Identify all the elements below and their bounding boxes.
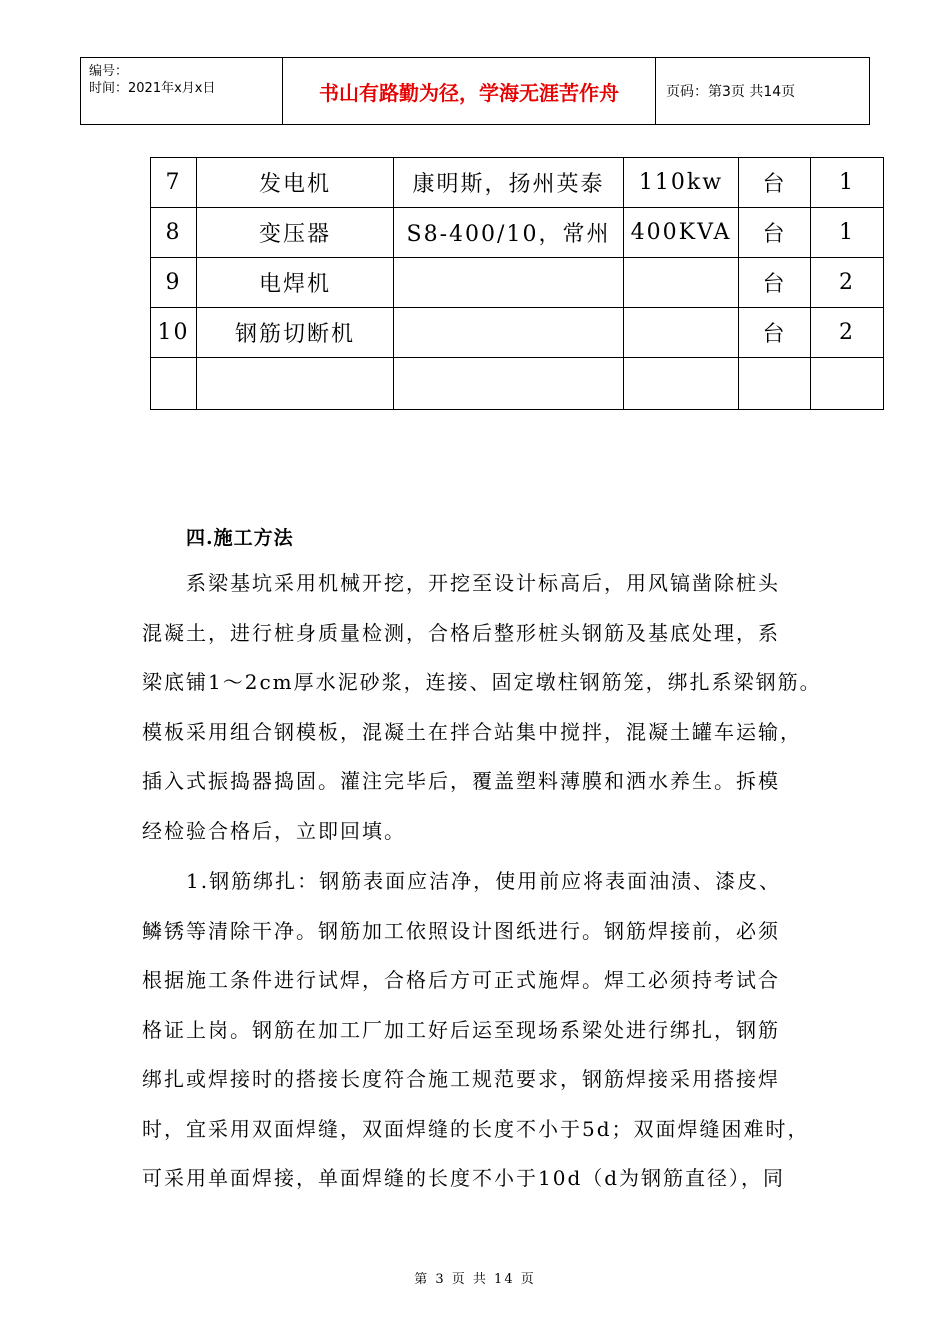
table-cell-unit: 台	[739, 208, 811, 258]
table-cell-name: 电焊机	[197, 258, 394, 308]
paragraph-method	[142, 568, 842, 865]
table-cell-model	[394, 308, 624, 358]
table-cell-unit: 台	[739, 158, 811, 208]
table-cell-name: 发电机	[197, 158, 394, 208]
header-meta	[81, 58, 283, 124]
table-row	[151, 358, 884, 410]
table-cell-no: 7	[151, 158, 197, 208]
text-line: 鳞锈等清除干净。钢筋加工依照设计图纸进行。钢筋焊接前，必须	[142, 918, 780, 943]
table-cell-unit: 台	[739, 308, 811, 358]
table-cell-no: 8	[151, 208, 197, 258]
table-cell-model: S8-400/10，常州	[394, 208, 624, 258]
header-motto: 书山有路勤为径，学海无涯苦作舟	[283, 58, 656, 124]
table-row	[151, 258, 884, 308]
table-cell-qty	[811, 358, 884, 410]
text-line: 梁底铺1～2cm厚水泥砂浆，连接、固定墩柱钢筋笼，绑扎系梁钢筋。	[142, 670, 822, 694]
table-row	[151, 158, 884, 208]
table-cell-qty: 2	[811, 308, 884, 358]
table-cell-qty: 1	[811, 158, 884, 208]
table-cell-no	[151, 358, 197, 410]
equipment-table	[150, 157, 884, 410]
table-cell-model	[394, 258, 624, 308]
serial-label: 编号：	[89, 64, 129, 79]
table-cell-no: 9	[151, 258, 197, 308]
text-line: 时，宜采用双面焊缝，双面焊缝的长度不小于5d；双面焊缝困难时，	[142, 1116, 810, 1141]
table-cell-name: 变压器	[197, 208, 394, 258]
text-line: 经检验合格后，立即回填。	[142, 818, 406, 843]
table-cell-spec	[624, 358, 739, 410]
text-line: 绑扎或焊接时的搭接长度符合施工规范要求，钢筋焊接采用搭接焊	[142, 1067, 780, 1091]
text-line: 可采用单面焊接，单面焊缝的长度不小于10d（d为钢筋直径），同	[142, 1166, 786, 1190]
text-line: 模板采用组合钢模板，混凝土在拌合站集中搅拌，混凝土罐车运输，	[142, 719, 802, 744]
date-label: 时间：2021年x月x日	[89, 81, 216, 96]
table-cell-name: 钢筋切断机	[197, 308, 394, 358]
section-title: 四.施工方法	[186, 527, 294, 549]
table-cell-spec: 110kw	[624, 158, 739, 208]
text-line: 1.钢筋绑扎：钢筋表面应洁净，使用前应将表面油渍、漆皮、	[186, 869, 782, 893]
table-cell-spec: 400KVA	[624, 208, 739, 258]
table-cell-qty: 1	[811, 208, 884, 258]
table-cell-no: 10	[151, 308, 197, 358]
text-line: 根据施工条件进行试焊，合格后方可正式施焊。焊工必须持考试合	[142, 968, 780, 992]
table-row	[151, 208, 884, 258]
table-cell-qty: 2	[811, 258, 884, 308]
table-cell-model	[394, 358, 624, 410]
text-line: 系梁基坑采用机械开挖，开挖至设计标高后，用风镐凿除桩头	[186, 571, 780, 595]
table-cell-unit	[739, 358, 811, 410]
table-row	[151, 308, 884, 358]
page-footer: 第 3 页 共 14 页	[414, 1272, 536, 1287]
paragraph-rebar	[142, 866, 842, 1213]
table-cell-model: 康明斯，扬州英泰	[394, 158, 624, 208]
text-line: 混凝土，进行桩身质量检测，合格后整形桩头钢筋及基底处理，系	[142, 620, 780, 645]
header-page-info: 页码：第3页 共14页	[666, 84, 796, 100]
page-header	[80, 57, 870, 125]
table-cell-unit: 台	[739, 258, 811, 308]
text-line: 格证上岗。钢筋在加工厂加工好后运至现场系梁处进行绑扎，钢筋	[142, 1017, 780, 1042]
table-cell-name	[197, 358, 394, 410]
text-line: 插入式振捣器捣固。灌注完毕后，覆盖塑料薄膜和洒水养生。拆模	[142, 769, 780, 793]
table-cell-spec	[624, 258, 739, 308]
table-cell-spec	[624, 308, 739, 358]
